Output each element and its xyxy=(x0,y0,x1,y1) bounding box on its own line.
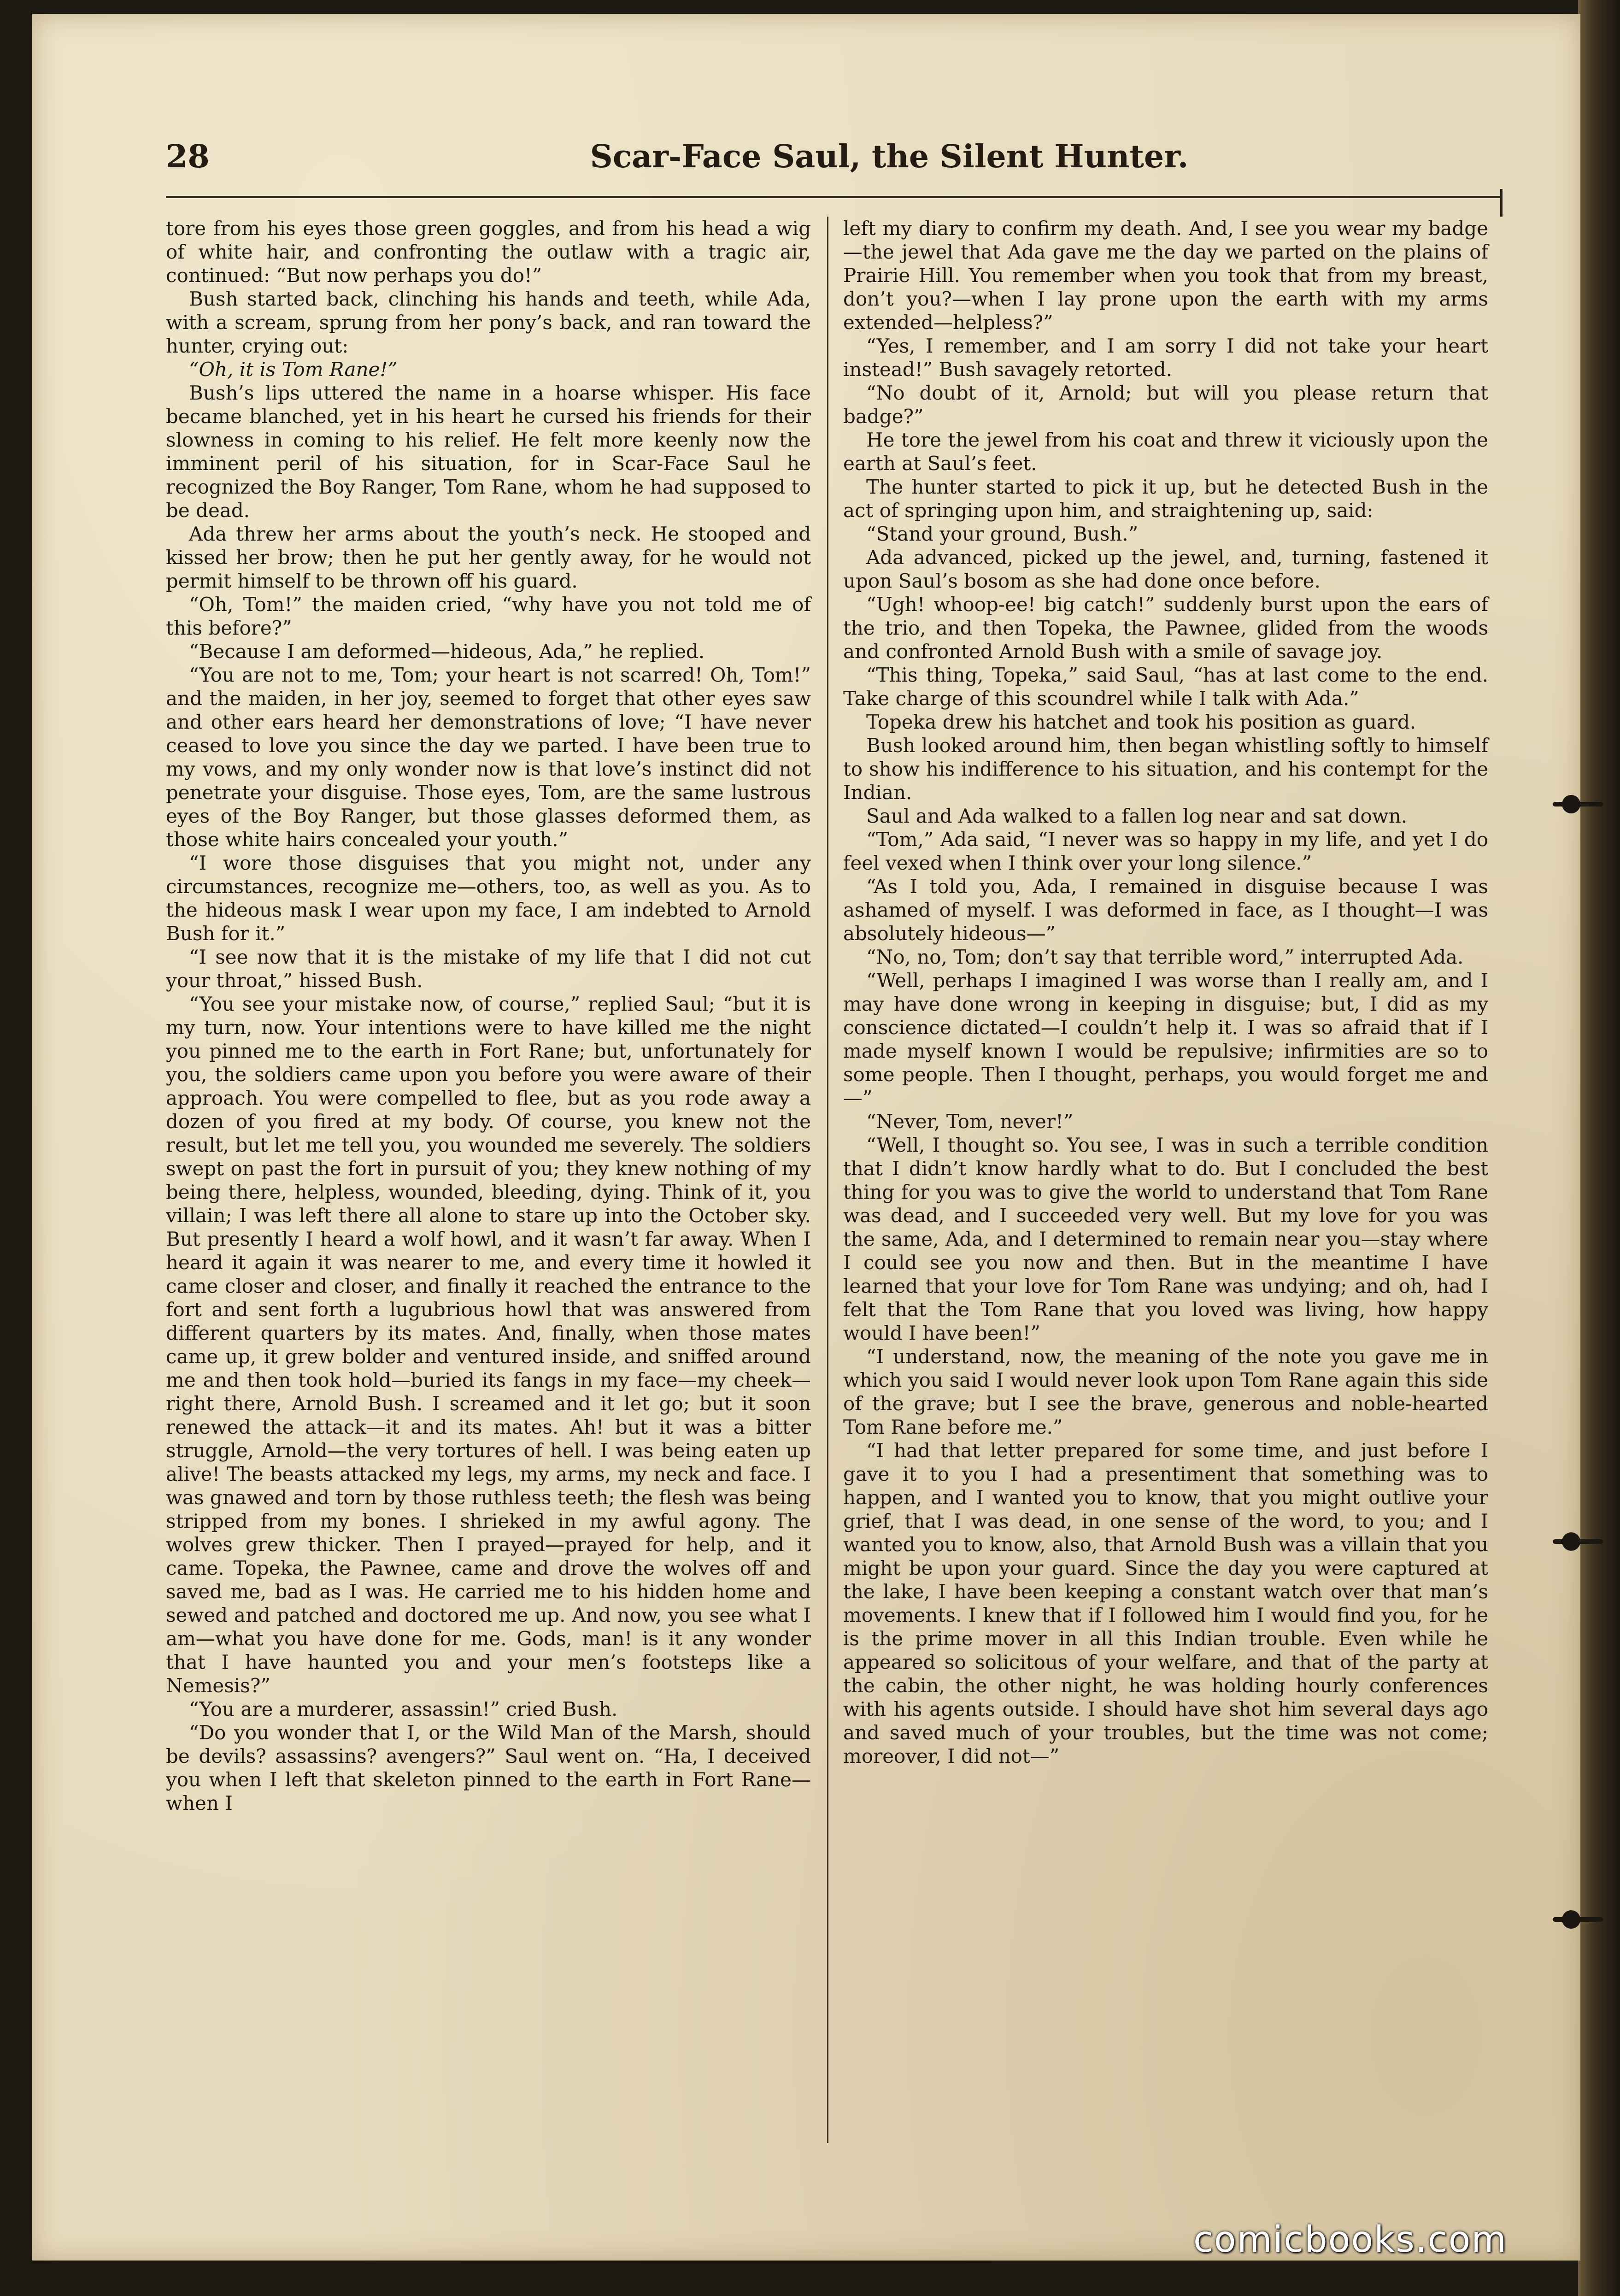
paragraph: The hunter started to pick it up, but he detected Bush in the act of springing upon him, and straightening up, said: xyxy=(843,476,1488,522)
page-header xyxy=(166,138,1557,189)
paragraph: Topeka drew his hatchet and took his position as guard. xyxy=(866,711,1416,733)
paragraph: “Yes, I remember, and I am sorry I did not take your heart instead!” Bush savagely retorted. xyxy=(843,335,1488,381)
paragraph: “Do you wonder that I, or the Wild Man of the Marsh, should be devils? assassins? avengers?” Saul went on. “Ha, I deceived you when I left that skeleton pinned to the earth in Fort Rane—when I xyxy=(166,1721,811,1814)
paragraph: “No doubt of it, Arnold; but will you please return that badge?” xyxy=(843,382,1488,428)
paragraph: “You see your mistake now, of course,” replied Saul; “but it is my turn, now. Your intentions were to have killed me the night you pinned me to the earth in Fort Rane; but, unfortunately for you, the soldiers came upon you before you were aware of their approach. You were compelled to flee, but as you rode away a dozen of you fired at my body. Of course, you knew not the result, but let me tell you, you wounded me severely. The soldiers swept on past the fort in pursuit of you; they knew nothing of my being there, helpless, wounded, bleeding, dying. Think of it, you villain; I was left there all alone to stare up into the October sky. But presently I heard a wolf howl, and it wasn’t far away. When I heard it again it was nearer to me, and every time it howled it came closer and closer, and finally it reached the entrance to the fort and sent forth a lugubrious howl that was answered from different quarters by its mates. And, finally, when those mates came up, it grew bolder and ventured inside, and sniffed around me and then took hold—buried its fangs in my face—my cheek—right there, Arnold Bush. I screamed and it let go; but it soon renewed the attack—it and its mates. Ah! but it was a bitter struggle, Arnold—the very tortures of hell. I was being eaten up alive! The beasts attacked my legs, my arms, my neck and face. I was gnawed and torn by those ruthless teeth; the flesh was being stripped from my bones. I shrieked in my awful agony. The wolves grew thicker. Then I prayed—prayed for help, and it came. Topeka, the Pawnee, came and drove the wolves off and saved me, bad as I was. He carried me to his hidden home and sewed and patched and doctored me up. And now, you see what I am—what you have done for me. Gods, man! is it any wonder that I have haunted you and your men’s footsteps like a Nemesis?” xyxy=(166,993,811,1697)
paragraph: “Oh, it is Tom Rane!” xyxy=(189,358,398,381)
paragraph: “Tom,” Ada said, “I never was so happy in my life, and yet I do feel vexed when I think over your long silence.” xyxy=(843,828,1488,874)
header-rule xyxy=(166,196,1502,198)
paragraph: He tore the jewel from his coat and threw it viciously upon the earth at Saul’s feet. xyxy=(843,429,1488,475)
book-spine xyxy=(1578,0,1620,2296)
paragraph: “Never, Tom, never!” xyxy=(866,1110,1074,1133)
binding-stitch xyxy=(1553,1917,1603,1922)
paragraph: Bush’s lips uttered the name in a hoarse whisper. His face became blanched, yet in his heart he cursed his friends for their slowness in coming to his relief. He felt more keenly now the imminent peril of his situation, for in Scar-Face Saul he recognized the Boy Ranger, Tom Rane, whom he had supposed to be dead. xyxy=(166,382,811,522)
paragraph: Saul and Ada walked to a fallen log near and sat down. xyxy=(866,805,1408,827)
paragraph: left my diary to confirm my death. And, I see you wear my badge—the jewel that Ada gave me the day we parted on the plains of Prairie Hill. You remember when you took that from my breast, don’t you?—when I lay prone upon the earth with my arms extended—helpless?” xyxy=(843,217,1488,334)
paragraph: “I wore those disguises that you might not, under any circumstances, recognize me—others, too, as well as you. As to the hideous mask I wear upon my face, I am indebted to Arnold Bush for it.” xyxy=(166,852,811,945)
paragraph: “Well, I thought so. You see, I was in such a terrible condition that I didn’t know hardly what to do. But I concluded the best thing for you was to give the world to understand that Tom Rane was dead, and I succeeded very well. But my love for you was the same, Ada, and I determined to remain near you—stay where I could see you now and then. But in the meantime I have learned that your love for Tom Rane was undying; and oh, had I felt that the Tom Rane that you loved was living, how happy would I have been!” xyxy=(843,1134,1488,1344)
paragraph: “Because I am deformed—hideous, Ada,” he replied. xyxy=(189,640,705,663)
paragraph: “Oh, Tom!” the maiden cried, “why have you not told me of this before?” xyxy=(166,593,811,639)
paragraph: Ada threw her arms about the youth’s neck. He stooped and kissed her brow; then he put her gently away, for he would not permit himself to be thrown off his guard. xyxy=(166,523,811,592)
paragraph: Bush started back, clinching his hands and teeth, while Ada, with a scream, sprung from her pony’s back, and ran toward the hunter, crying out: xyxy=(166,288,811,357)
paragraph: “I understand, now, the meaning of the note you gave me in which you said I would never look upon Tom Rane again this side of the grave; but I see the brave, generous and noble-hearted Tom Rane before me.” xyxy=(843,1345,1488,1438)
binding-stitch xyxy=(1553,1539,1603,1544)
running-title: Scar-Face Saul, the Silent Hunter. xyxy=(590,138,1189,175)
paragraph: “As I told you, Ada, I remained in disguise because I was ashamed of myself. I was deformed in face, as I thought—I was absolutely hideous—” xyxy=(843,875,1488,945)
paragraph: “No, no, Tom; don’t say that terrible word,” interrupted Ada. xyxy=(866,946,1464,968)
paragraph: “You are a murderer, assassin!” cried Bush. xyxy=(189,1698,618,1720)
paragraph: “I see now that it is the mistake of my life that I did not cut your throat,” hissed Bush. xyxy=(166,946,811,992)
binding-stitch xyxy=(1553,802,1603,807)
left-column xyxy=(166,217,811,2198)
paragraph: Ada advanced, picked up the jewel, and, turning, fastened it upon Saul’s bosom as she had done once before. xyxy=(843,546,1488,592)
paragraph: Bush looked around him, then began whistling softly to himself to show his indifference to his situation, and his contempt for the Indian. xyxy=(843,734,1488,804)
column-divider xyxy=(827,217,828,2143)
watermark: comicbooks.com xyxy=(1193,2219,1508,2261)
paragraph: “Stand your ground, Bush.” xyxy=(866,523,1139,545)
paragraph: “This thing, Topeka,” said Saul, “has at last come to the end. Take charge of this scoundrel while I talk with Ada.” xyxy=(843,664,1488,710)
header-rule-tick xyxy=(1500,189,1503,217)
page-number: 28 xyxy=(166,138,210,175)
paragraph: “I had that letter prepared for some time, and just before I gave it to you I had a presentiment that something was to happen, and I wanted you to know, that you might outlive your grief, that I was dead, in one sense of the word, to you; and I wanted you to know, also, that Arnold Bush was a villain that you might be upon your guard. Since the day you were captured at the lake, I have been keeping a constant watch over that man’s movements. I knew that if I followed him I would find you, for he is the prime mover in all this Indian trouble. Even while he appeared so solicitous of your welfare, and that of the party at the cabin, the other night, he was holding hourly conferences with his agents outside. I should have shot him several days ago and saved much of your troubles, but the time was not come; moreover, I did not—” xyxy=(843,1439,1488,1767)
paragraph: “Ugh! whoop-ee! big catch!” suddenly burst upon the ears of the trio, and then Topeka, the Pawnee, glided from the woods and confronted Arnold Bush with a smile of savage joy. xyxy=(843,593,1488,663)
paragraph: “Well, perhaps I imagined I was worse than I really am, and I may have done wrong in keeping in disguise; but, I did as my conscience dictated—I couldn’t help it. I was so afraid that if I made myself known I would be repulsive; infirmities are so to some people. Then I thought, perhaps, you would forget me and—” xyxy=(843,969,1488,1109)
paragraph: “You are not to me, Tom; your heart is not scarred! Oh, Tom!” and the maiden, in her joy, seemed to forget that other eyes saw and other ears heard her demonstrations of love; “I have never ceased to love you since the day we parted. I have been true to my vows, and my only wonder now is that love’s instinct did not penetrate your disguise. Those eyes, Tom, are the same lustrous eyes of the Boy Ranger, but those glasses deformed them, as those white hairs concealed your youth.” xyxy=(166,664,811,851)
right-column xyxy=(843,217,1488,2198)
paragraph: tore from his eyes those green goggles, and from his head a wig of white hair, and confronting the outlaw with a tragic air, continued: “But now perhaps you do!” xyxy=(166,217,811,287)
